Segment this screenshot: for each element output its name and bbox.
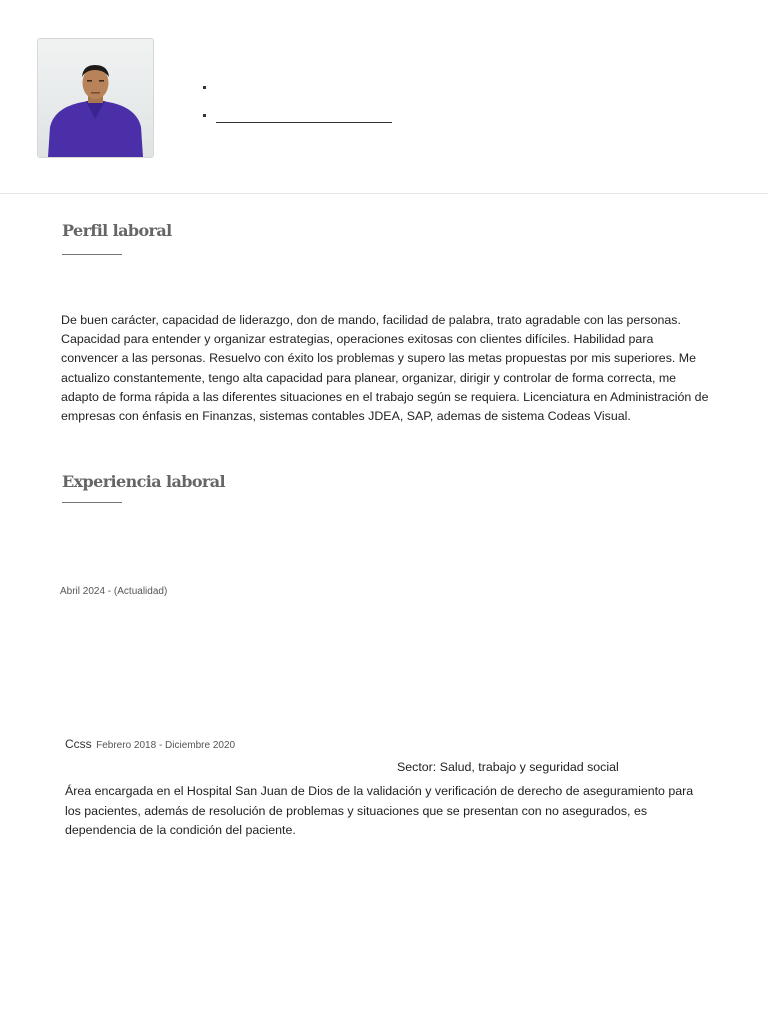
profile-section-rule — [62, 254, 122, 255]
contact-underline — [216, 122, 392, 123]
job-2-header — [65, 735, 235, 753]
profile-section-title: Perfil laboral — [62, 221, 172, 240]
job-2-description: Área encargada en el Hospital San Juan de Dios de la validación y verificación de derecho de aseguramiento para los pacientes, además de resolución de problemas y situaciones que se presentan con no asegurados, es dependencia de la condición del paciente. — [65, 784, 694, 837]
resume-header — [0, 0, 768, 194]
profile-text: De buen carácter, capacidad de liderazgo, don de mando, facilidad de palabra, trato agradable con las personas. Capacidad para entender y organizar estrategias, operaciones exitosas con clientes difíciles. Habilidad para convencer a las personas. Resuelvo con éxito los problemas y supero las metas propuestas por mis superiores. Me actualizo constantemente, tengo alta capacidad para planear, organizar, dirigir y controlar de forma correcta, me adapto de forma rápida a las diferentes situaciones en el trabajo según se requiera. Licenciatura en Administración de empresas con énfasis en Finanzas, sistemas contables JDEA, SAP, ademas de sistema Codeas Visual. — [61, 313, 709, 424]
profile-photo — [37, 38, 154, 158]
job-1-date: Abril 2024 - (Actualidad) — [60, 586, 168, 597]
job-2-sector: Sector: Salud, trabajo y seguridad social — [397, 760, 619, 774]
bullet-1 — [203, 86, 206, 89]
bullet-2 — [203, 114, 206, 117]
experience-section-title: Experiencia laboral — [62, 472, 225, 491]
job-2-company: Ccss — [65, 737, 92, 751]
job-2-date: Febrero 2018 - Diciembre 2020 — [96, 740, 236, 751]
experience-section-rule — [62, 502, 122, 503]
